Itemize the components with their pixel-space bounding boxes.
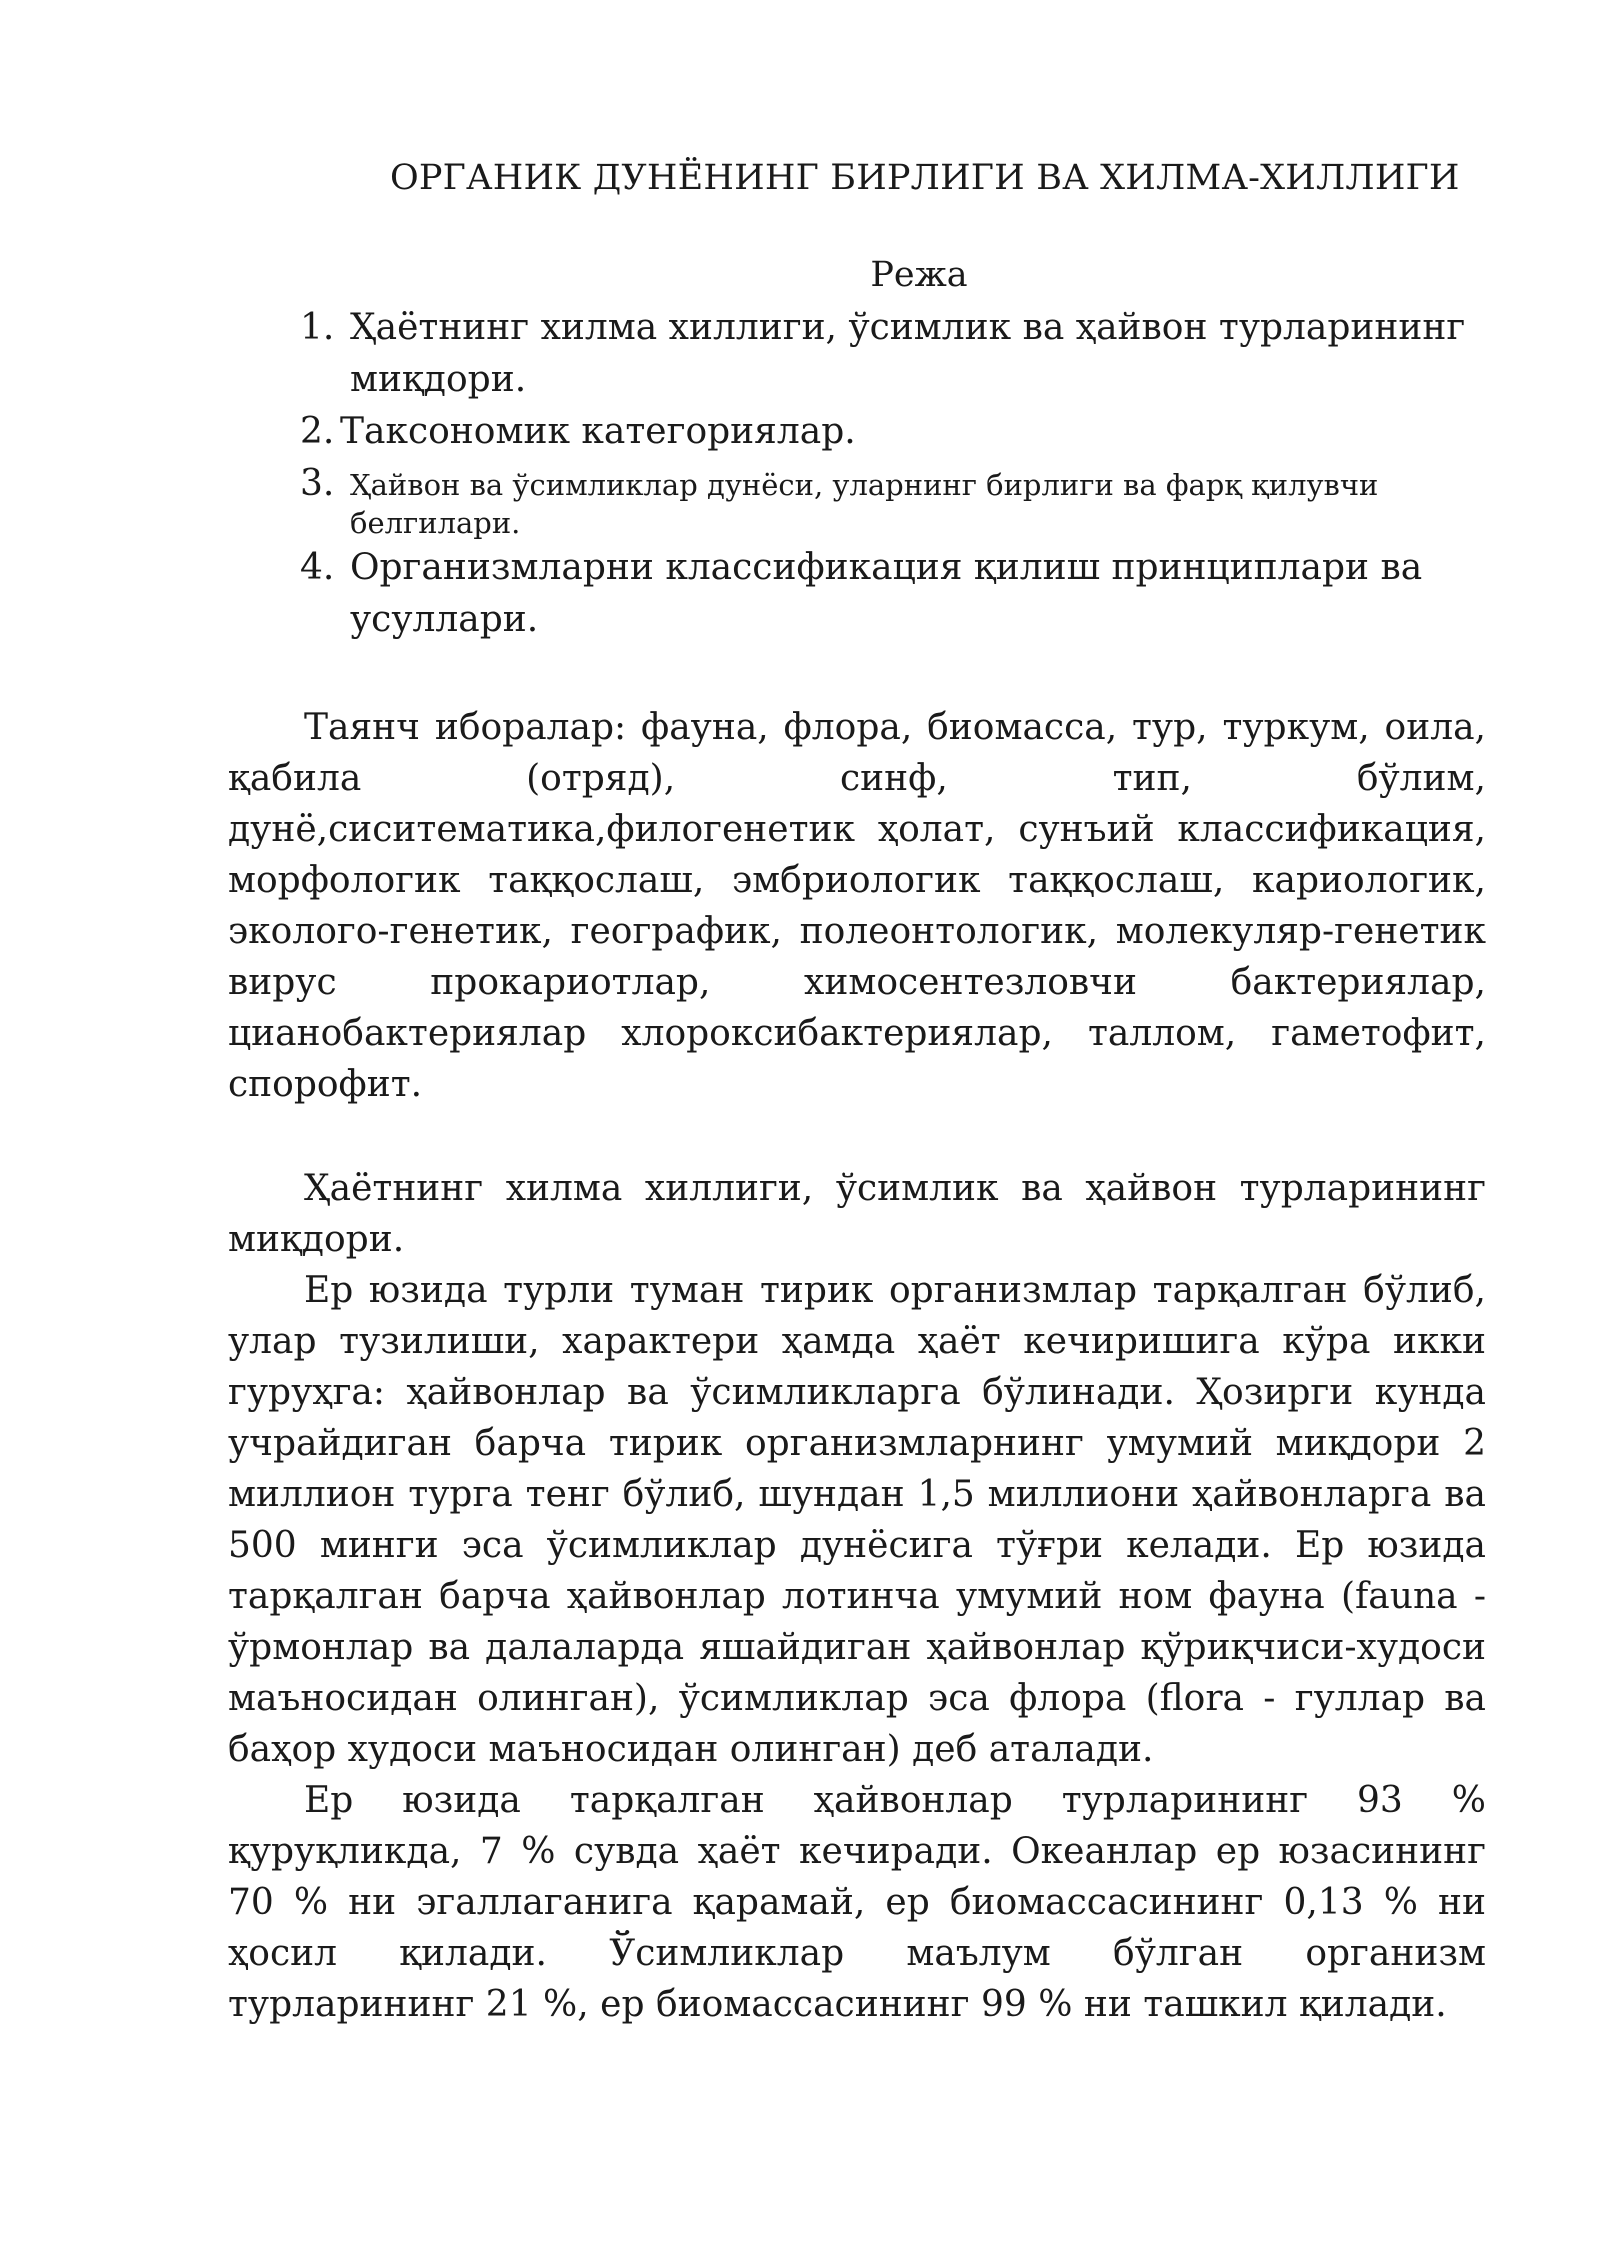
- body-paragraph-1: Ер юзида турли туман тирик организмлар тарқалган бўлиб, улар тузилиши, характери ҳамда ҳаёт кечиришига кўра икки гуруҳга: ҳайвонлар ва ўсимликларга бўлинади. Ҳозирги кунда учрайдиган барча тирик организмларнинг умумий миқдори 2 миллион турга тенг бўлиб, шундан 1,5 миллиони ҳайвонларга ва 500 минги эса ўсимликлар дунёсига тўғри келади. Ер юзида тарқалган барча ҳайвонлар лотинча умумий ном фауна (fauna - ўрмонлар ва далаларда яшайдиган ҳайвонлар қўриқчиси-худоси маъносидан олинган), ўсимликлар эса флора (flora - гуллар ва баҳор худоси маъносидан олинган) деб аталади.: [228, 1270, 1486, 1770]
- plan-item-text: Ҳайвон ва ўсимликлар дунёси, уларнинг бирлиги ва фарқ қилувчи белгилари.: [350, 468, 1379, 540]
- plan-item-2: [300, 406, 1500, 458]
- plan-item-text: Таксономик категориялар.: [340, 411, 856, 452]
- section-heading: Ҳаётнинг хилма хиллиги, ўсимлик ва ҳайвон турларининг миқдори.: [228, 1168, 1486, 1260]
- keywords-block: [228, 702, 1486, 1110]
- plan-item-3: [300, 458, 1500, 542]
- plan-list: [300, 302, 1500, 646]
- plan-item-text: Ҳаётнинг хилма хиллиги, ўсимлик ва ҳайвон турларининг миқдори.: [350, 307, 1466, 400]
- plan-heading: Режа: [870, 255, 968, 295]
- plan-item-number: 3.: [300, 463, 335, 504]
- keywords-paragraph: Таянч иборалар: фауна, флора, биомасса, тур, туркум, оила, қабила (отряд), синф, тип, бўлим, дунё,сиситематика,филогенетик ҳолат, сунъий классификация, морфологик таққослаш, эмбриологик таққослаш, кариологик, эколого-генетик, географик, полеонтологик, молекуляр-генетик вирус прокариотлар, химосентезловчи бактериялар, цианобактериялар хлороксибактериялар, таллом, гаметофит, спорофит.: [228, 707, 1486, 1105]
- plan-item-number: 1.: [300, 307, 335, 348]
- plan-item-number: 2.: [300, 411, 335, 452]
- plan-item-number: 4.: [300, 547, 335, 588]
- plan-item-text: Организмларни классификация қилиш принциплари ва усуллари.: [350, 547, 1423, 640]
- body-paragraph-2: Ер юзида тарқалган ҳайвонлар турларининг 93 % қуруқликда, 7 % сувда ҳаёт кечиради. Океанлар ер юзасининг 70 % ни эгаллаганига қарамай, ер биомассасининг 0,13 % ни ҳосил қилади. Ўсимликлар маълум бўлган организм турларининг 21 %, ер биомассасининг 99 % ни ташкил қилади.: [228, 1780, 1486, 2025]
- plan-item-4: [300, 542, 1500, 646]
- plan-item-1: [300, 302, 1500, 406]
- section-body: [228, 1163, 1486, 2030]
- document-title: ОРГАНИК ДУНЁНИНГ БИРЛИГИ ВА ХИЛМА-ХИЛЛИГИ: [390, 158, 1460, 198]
